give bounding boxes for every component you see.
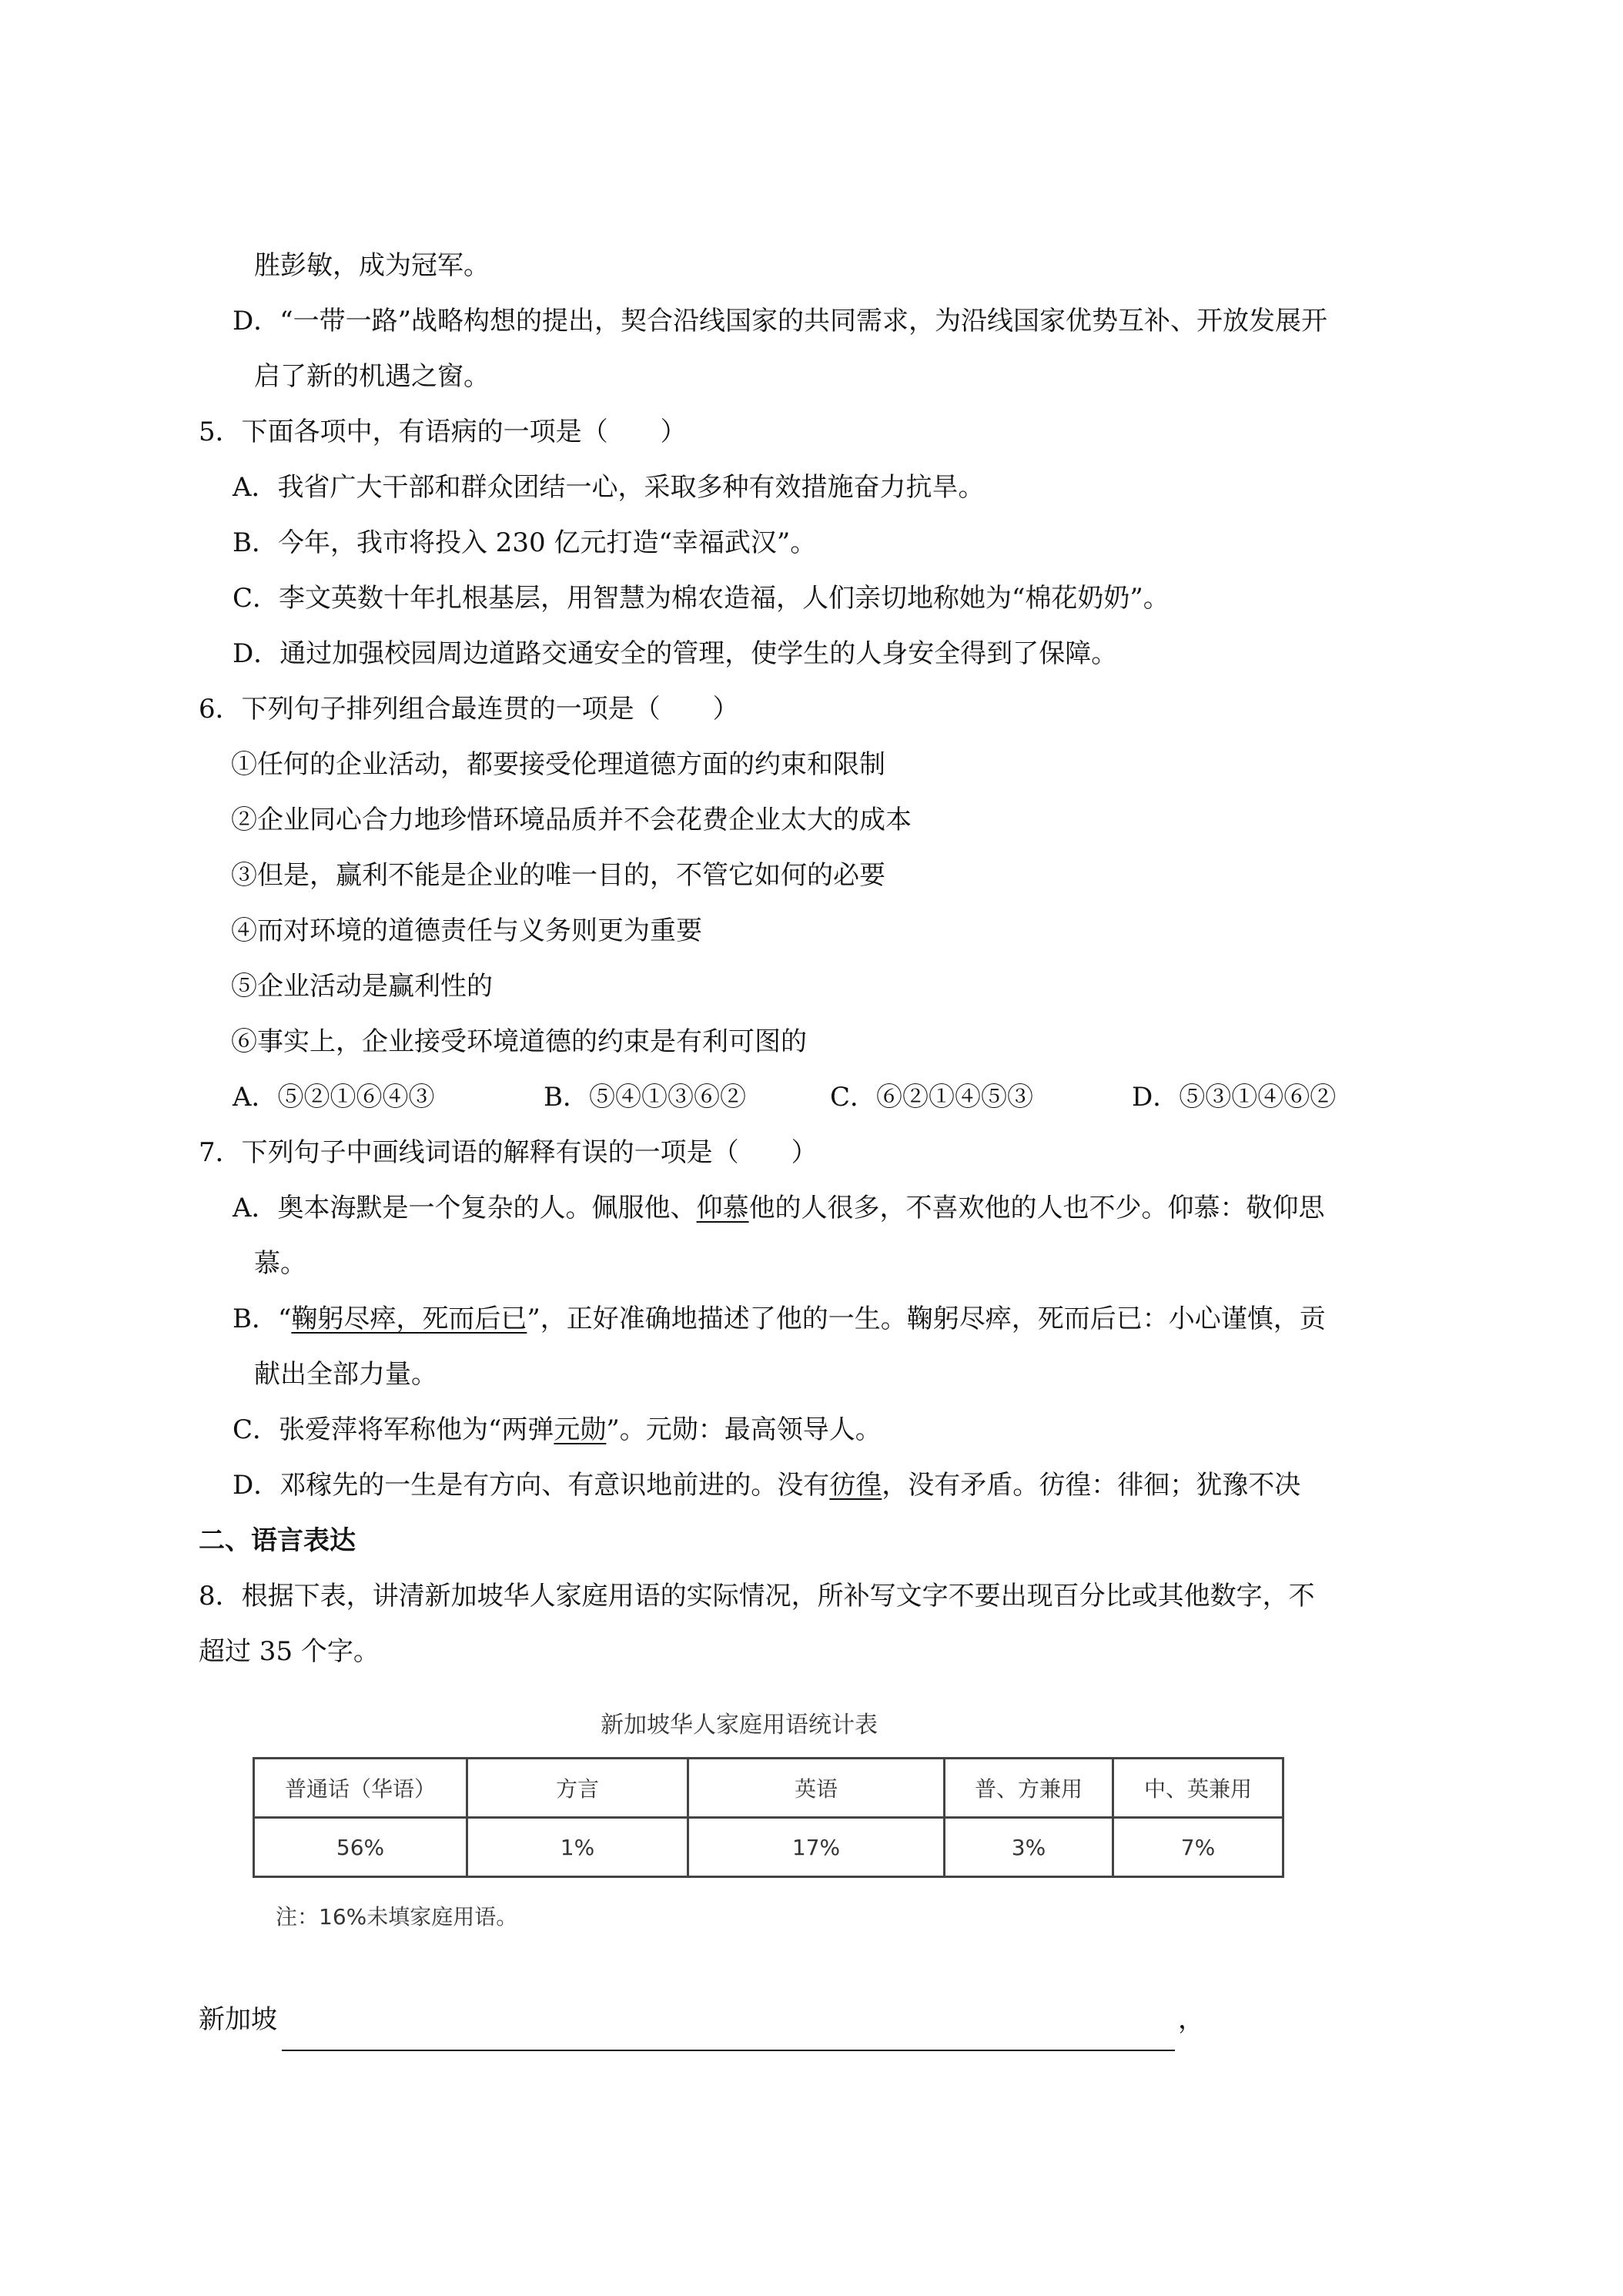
q6-sentence-4: ④而对环境的道德责任与义务则更为重要 [231, 915, 702, 946]
value-cell: 1% [467, 1818, 688, 1877]
q6-stem: 6．下列句子排列组合最连贯的一项是（ ） [199, 694, 739, 725]
q7-option-c [233, 1412, 882, 1448]
answer-blank[interactable] [282, 2019, 1175, 2051]
stat-table-value-row [254, 1818, 1283, 1877]
q5-option-d: D．通过加强校园周边道路交通安全的管理，使学生的人身安全得到了保障。 [233, 638, 1118, 669]
q7-stem: 7．下列句子中画线词语的解释有误的一项是（ ） [199, 1137, 818, 1168]
q8-stem-line1: 8．根据下表，讲清新加坡华人家庭用语的实际情况，所补写文字不要出现百分比或其他数字，不 [199, 1581, 1315, 1612]
header-cell: 方言 [467, 1759, 688, 1818]
section-title: 二、语言表达 [199, 1525, 356, 1556]
q7-a-post: 他的人很多，不喜欢他的人也不少。仰慕：敬仰思 [748, 1193, 1325, 1223]
q6-option-a: A．⑤②①⑥④③ [233, 1082, 435, 1113]
q7-option-a-continuation: 慕。 [254, 1248, 306, 1279]
stat-table-title: 新加坡华人家庭用语统计表 [601, 1712, 878, 1739]
stat-table-note: 注：16%未填家庭用语。 [276, 1904, 518, 1930]
q7-c-pre: C．张爱萍将军称他为“两弹 [233, 1414, 554, 1445]
value-cell: 56% [254, 1818, 467, 1877]
header-cell: 普通话（华语） [254, 1759, 467, 1818]
q7-a-pre: A．奥本海默是一个复杂的人。佩服他、 [233, 1193, 697, 1223]
q6-option-b: B．⑤④①③⑥② [544, 1082, 746, 1113]
q6-sentence-6: ⑥事实上，企业接受环境道德的约束是有利可图的 [231, 1026, 807, 1057]
q7-b-underlined-word: 鞠躬尽瘁，死而后已 [291, 1304, 527, 1334]
q7-b-pre: B．“ [233, 1304, 292, 1334]
q4-option-d-line1: D．“一带一路”战略构想的提出，契合沿线国家的共同需求，为沿线国家优势互补、开放发展开 [233, 306, 1328, 336]
answer-prefix: 新加坡 [199, 2004, 277, 2035]
q7-c-post: ”。元勋：最高领导人。 [606, 1414, 882, 1445]
q7-option-a [233, 1190, 1325, 1226]
header-cell: 中、英兼用 [1113, 1759, 1283, 1818]
q6-sentence-2: ②企业同心合力地珍惜环境品质并不会花费企业太大的成本 [231, 805, 912, 835]
q6-sentence-1: ①任何的企业活动，都要接受伦理道德方面的约束和限制 [231, 749, 885, 780]
q4-option-d-line2: 启了新的机遇之窗。 [254, 361, 490, 392]
q7-a-underlined-word: 仰慕 [696, 1193, 749, 1223]
q6-option-c: C．⑥②①④⑤③ [830, 1082, 1034, 1113]
value-cell: 3% [945, 1818, 1113, 1877]
q8-stem-line2: 超过 35 个字。 [199, 1636, 380, 1667]
q5-option-b: B．今年，我市将投入 230 亿元打造“幸福武汉”。 [233, 527, 817, 558]
header-cell: 普、方兼用 [945, 1759, 1113, 1818]
q6-option-d: D．⑤③①④⑥② [1132, 1082, 1337, 1113]
q7-c-underlined-word: 元勋 [554, 1414, 607, 1445]
q7-d-pre: D．邓稼先的一生是有方向、有意识地前进的。没有 [233, 1470, 830, 1501]
stat-table-header-row [254, 1759, 1283, 1818]
header-cell: 英语 [688, 1759, 945, 1818]
q4-option-c-continuation: 胜彭敏，成为冠军。 [254, 250, 490, 281]
q7-d-underlined-word: 彷徨 [829, 1470, 882, 1501]
q5-option-c: C．李文英数十年扎根基层，用智慧为棉农造福，人们亲切地称她为“棉花奶奶”。 [233, 583, 1170, 614]
value-cell: 17% [688, 1818, 945, 1877]
q6-sentence-5: ⑤企业活动是赢利性的 [231, 971, 493, 1002]
q7-option-d [233, 1468, 1300, 1503]
q6-sentence-3: ③但是，赢利不能是企业的唯一目的，不管它如何的必要 [231, 860, 885, 891]
value-cell: 7% [1113, 1818, 1283, 1877]
q7-d-post: ，没有矛盾。彷徨：徘徊；犹豫不决 [882, 1470, 1301, 1501]
stat-table [253, 1757, 1284, 1878]
answer-suffix: ， [1178, 2004, 1204, 2035]
q5-stem: 5．下面各项中，有语病的一项是（ ） [199, 417, 687, 447]
q7-option-b [233, 1301, 1326, 1337]
q7-option-b-continuation: 献出全部力量。 [254, 1359, 437, 1390]
q5-option-a: A．我省广大干部和群众团结一心，采取多种有效措施奋力抗旱。 [233, 472, 985, 503]
q7-b-post: ”，正好准确地描述了他的一生。鞠躬尽瘁，死而后已：小心谨慎，贡 [527, 1304, 1326, 1334]
